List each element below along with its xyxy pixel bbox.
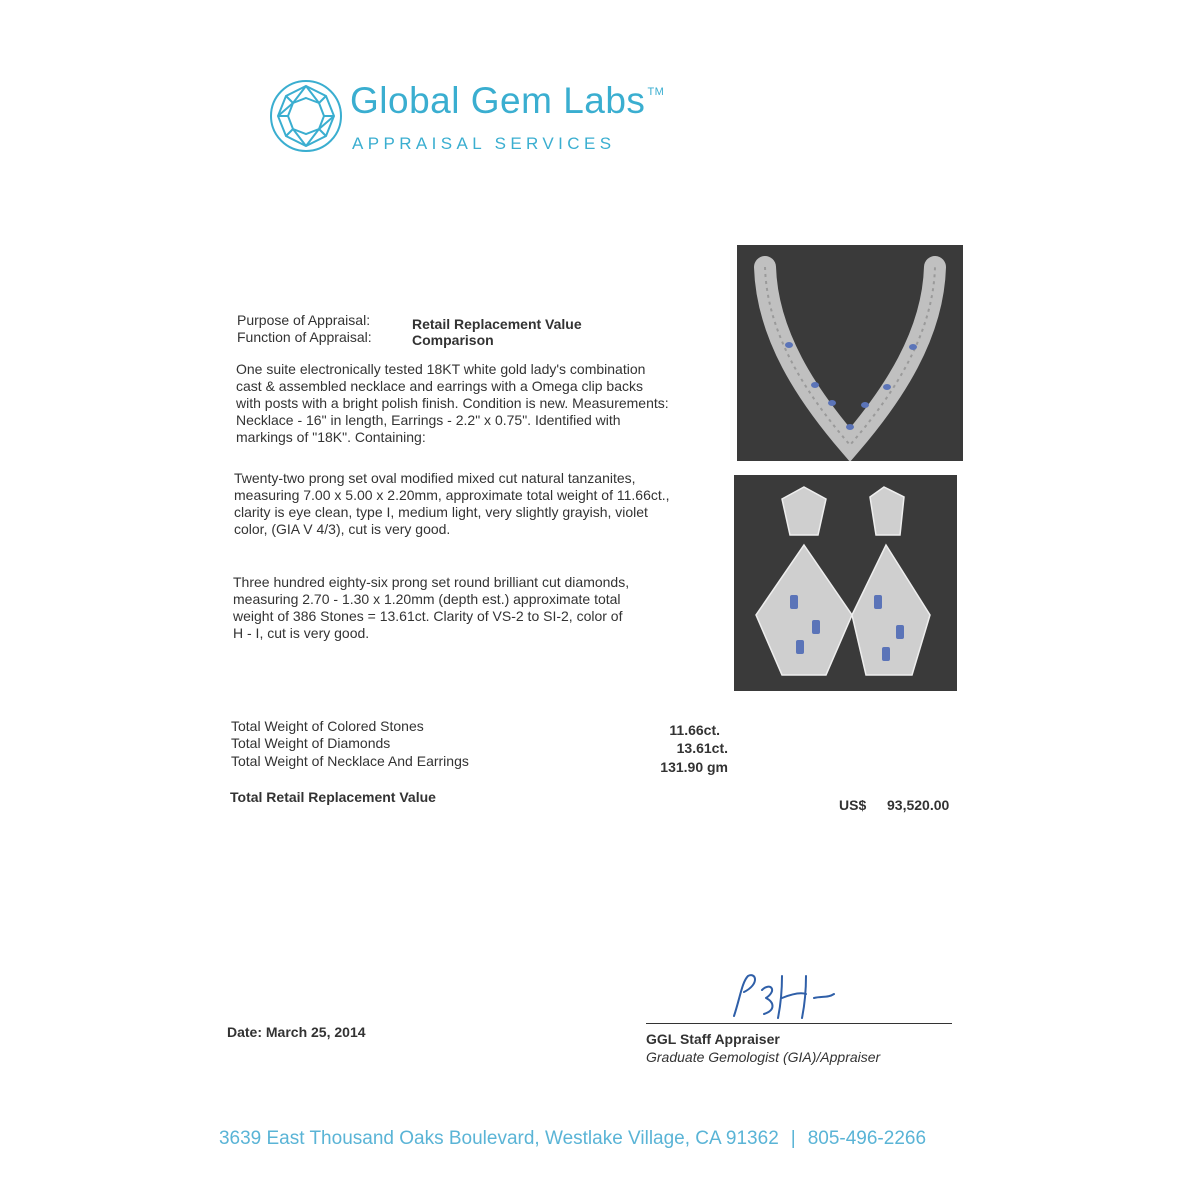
description-line: Necklace - 16" in length, Earrings - 2.2" x 0.75". Identified with (236, 412, 621, 428)
appraiser-credentials: Graduate Gemologist (GIA)/Appraiser (646, 1049, 881, 1065)
total-row-label: Total Weight of Colored Stones (231, 718, 424, 734)
brand-subtitle: APPRAISAL SERVICES (352, 134, 616, 153)
retail-value-label: Total Retail Replacement Value (230, 789, 436, 805)
footer-address: 3639 East Thousand Oaks Boulevard, Westlake Village, CA 91362 (218, 1128, 779, 1149)
diamond-line: Three hundred eighty-six prong set round brilliant cut diamonds, (233, 574, 630, 590)
description-paragraph (236, 361, 669, 446)
purpose-value: Retail Replacement Value (412, 316, 582, 332)
footer-contact (0, 1128, 1145, 1150)
diamond-line: weight of 386 Stones = 13.61ct. Clarity of VS-2 to SI-2, color of (233, 608, 623, 624)
total-row-label: Total Weight of Necklace And Earrings (231, 753, 469, 769)
necklace-icon (737, 245, 963, 461)
footer-phone: 805-496-2266 (807, 1128, 927, 1149)
tanzanite-line: color, (GIA V 4/3), cut is very good. (234, 521, 451, 537)
total-row-value: 11.66ct. (669, 722, 720, 738)
brand-name (350, 80, 664, 122)
appraiser-title: GGL Staff Appraiser (646, 1031, 780, 1047)
function-label: Function of Appraisal: (237, 329, 372, 345)
tanzanite-line: clarity is eye clean, type I, medium light, very slightly grayish, violet (234, 504, 648, 520)
total-row-label: Total Weight of Diamonds (231, 735, 391, 751)
diamond-line: measuring 2.70 - 1.30 x 1.20mm (depth est.) approximate total (233, 591, 621, 607)
signature (722, 968, 852, 1024)
currency-label: US$ (839, 797, 867, 813)
purpose-label: Purpose of Appraisal: (237, 312, 371, 328)
description-line: One suite electronically tested 18KT white gold lady's combination (236, 361, 646, 377)
signature-line (646, 1023, 952, 1024)
function-value: Comparison (412, 332, 494, 348)
necklace-photo (737, 245, 963, 461)
diamond-paragraph (233, 574, 629, 642)
description-line: cast & assembled necklace and earrings with a Omega clip backs (236, 378, 643, 394)
tanzanite-line: Twenty-two prong set oval modified mixed cut natural tanzanites, (234, 470, 636, 486)
brand-name-text: Global Gem Labs (350, 80, 646, 121)
tanzanite-line: measuring 7.00 x 5.00 x 2.20mm, approximate total weight of 11.66ct., (234, 487, 670, 503)
total-row-value: 131.90 gm (660, 759, 728, 775)
trademark: TM (647, 86, 665, 98)
gem-outline-icon (268, 78, 344, 154)
description-line: with posts with a bright polish finish. Condition is new. Measurements: (236, 395, 669, 411)
retail-value: 93,520.00 (887, 797, 950, 813)
tanzanite-paragraph (234, 470, 670, 538)
earrings-icon (734, 475, 957, 691)
footer-separator: | (790, 1128, 796, 1149)
total-row-value: 13.61ct. (676, 740, 728, 756)
diamond-line: H - I, cut is very good. (233, 625, 370, 641)
earrings-photo (734, 475, 957, 691)
description-line: markings of "18K". Containing: (236, 429, 426, 445)
appraisal-date: Date: March 25, 2014 (227, 1024, 366, 1040)
